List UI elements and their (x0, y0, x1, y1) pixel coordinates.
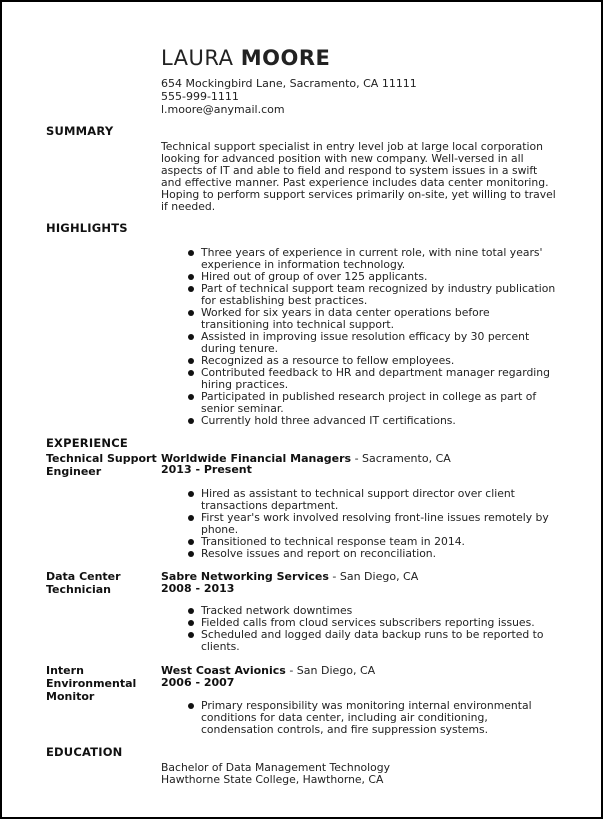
company-name: West Coast Avionics (161, 664, 286, 677)
bullet-icon (188, 370, 194, 376)
company-name: Worldwide Financial Managers (161, 452, 352, 465)
bullet-icon (188, 394, 194, 400)
list-item: Participated in published research project in college as part of senior seminar. (186, 391, 558, 415)
bullet-icon (188, 539, 194, 545)
list-item: Currently hold three advanced IT certifications. (186, 415, 558, 427)
school: Hawthorne State College, Hawthorne, CA (161, 773, 384, 786)
company-location: - San Diego, CA (285, 664, 376, 677)
education-details (161, 762, 556, 786)
job-dates: 2006 - 2007 (161, 676, 235, 689)
company-location: - San Diego, CA (328, 570, 419, 583)
degree: Bachelor of Data Management Technology (161, 761, 391, 774)
bullet-icon (188, 551, 194, 557)
bullet-icon (188, 286, 194, 292)
highlights-list (186, 247, 558, 427)
summary-text: Technical support specialist in entry level job at large local corporation looking for advanced position with new company. Well-versed in all aspects of IT and able to field and respond to system issues in a swift and effective manner. Past experience includes data center monitoring. Hoping to perform support services primarily on-site, yet willing to travel if needed. (161, 140, 556, 213)
bullet-icon (188, 358, 194, 364)
summary-heading: SUMMARY (46, 124, 114, 138)
candidate-name (161, 46, 330, 70)
list-item: Three years of experience in current role, with nine total years' experience in information technology. (186, 247, 558, 271)
bullet-icon (188, 608, 194, 614)
list-item: Recognized as a resource to fellow employees. (186, 355, 558, 367)
job-title: Data Center Technician (46, 570, 121, 596)
list-item: Fielded calls from cloud services subscribers reporting issues. (186, 617, 558, 629)
bullet-icon (188, 250, 194, 256)
list-item: Transitioned to technical response team in 2014. (186, 536, 558, 548)
address: 654 Mockingbird Lane, Sacramento, CA 11111 (161, 77, 417, 90)
list-item: Worked for six years in data center operations before transitioning into technical support. (186, 307, 558, 331)
list-item: Assisted in improving issue resolution efficacy by 30 percent during tenure. (186, 331, 558, 355)
list-item: Hired as assistant to technical support director over client transactions department. (186, 488, 558, 512)
job-bullets (186, 605, 558, 653)
bullet-icon (188, 310, 194, 316)
email: l.moore@anymail.com (161, 103, 285, 116)
list-item: Scheduled and logged daily data backup runs to be reported to clients. (186, 629, 558, 653)
bullet-icon (188, 632, 194, 638)
phone: 555-999-1111 (161, 90, 239, 103)
bullet-icon (188, 274, 194, 280)
job-bullets (186, 700, 558, 736)
bullet-icon (188, 620, 194, 626)
job-title: Intern Environmental Monitor (46, 664, 137, 703)
job-bullets (186, 488, 558, 560)
list-item: Primary responsibility was monitoring internal environmental conditions for data center, including air conditioning, condensation controls, and fire suppression systems. (186, 700, 558, 736)
bullet-icon (188, 703, 194, 709)
company-location: - Sacramento, CA (351, 452, 451, 465)
list-item: First year's work involved resolving front-line issues remotely by phone. (186, 512, 558, 536)
job-dates: 2013 - Present (161, 463, 252, 476)
bullet-icon (188, 334, 194, 340)
list-item: Hired out of group of over 125 applicants. (186, 271, 558, 283)
bullet-icon (188, 491, 194, 497)
company-name: Sabre Networking Services (161, 570, 329, 583)
list-item: Tracked network downtimes (186, 605, 558, 617)
last-name: MOORE (240, 46, 331, 70)
job-dates: 2008 - 2013 (161, 582, 235, 595)
bullet-icon (188, 515, 194, 521)
first-name: LAURA (161, 46, 234, 70)
job-title: Technical Support Engineer (46, 452, 157, 478)
list-item: Part of technical support team recognized by industry publication for establishing best practices. (186, 283, 558, 307)
education-heading: EDUCATION (46, 745, 123, 759)
list-item: Resolve issues and report on reconciliation. (186, 548, 558, 560)
list-item: Contributed feedback to HR and department manager regarding hiring practices. (186, 367, 558, 391)
experience-heading: EXPERIENCE (46, 436, 128, 450)
contact-info (161, 77, 417, 116)
highlights-heading: HIGHLIGHTS (46, 221, 128, 235)
bullet-icon (188, 418, 194, 424)
